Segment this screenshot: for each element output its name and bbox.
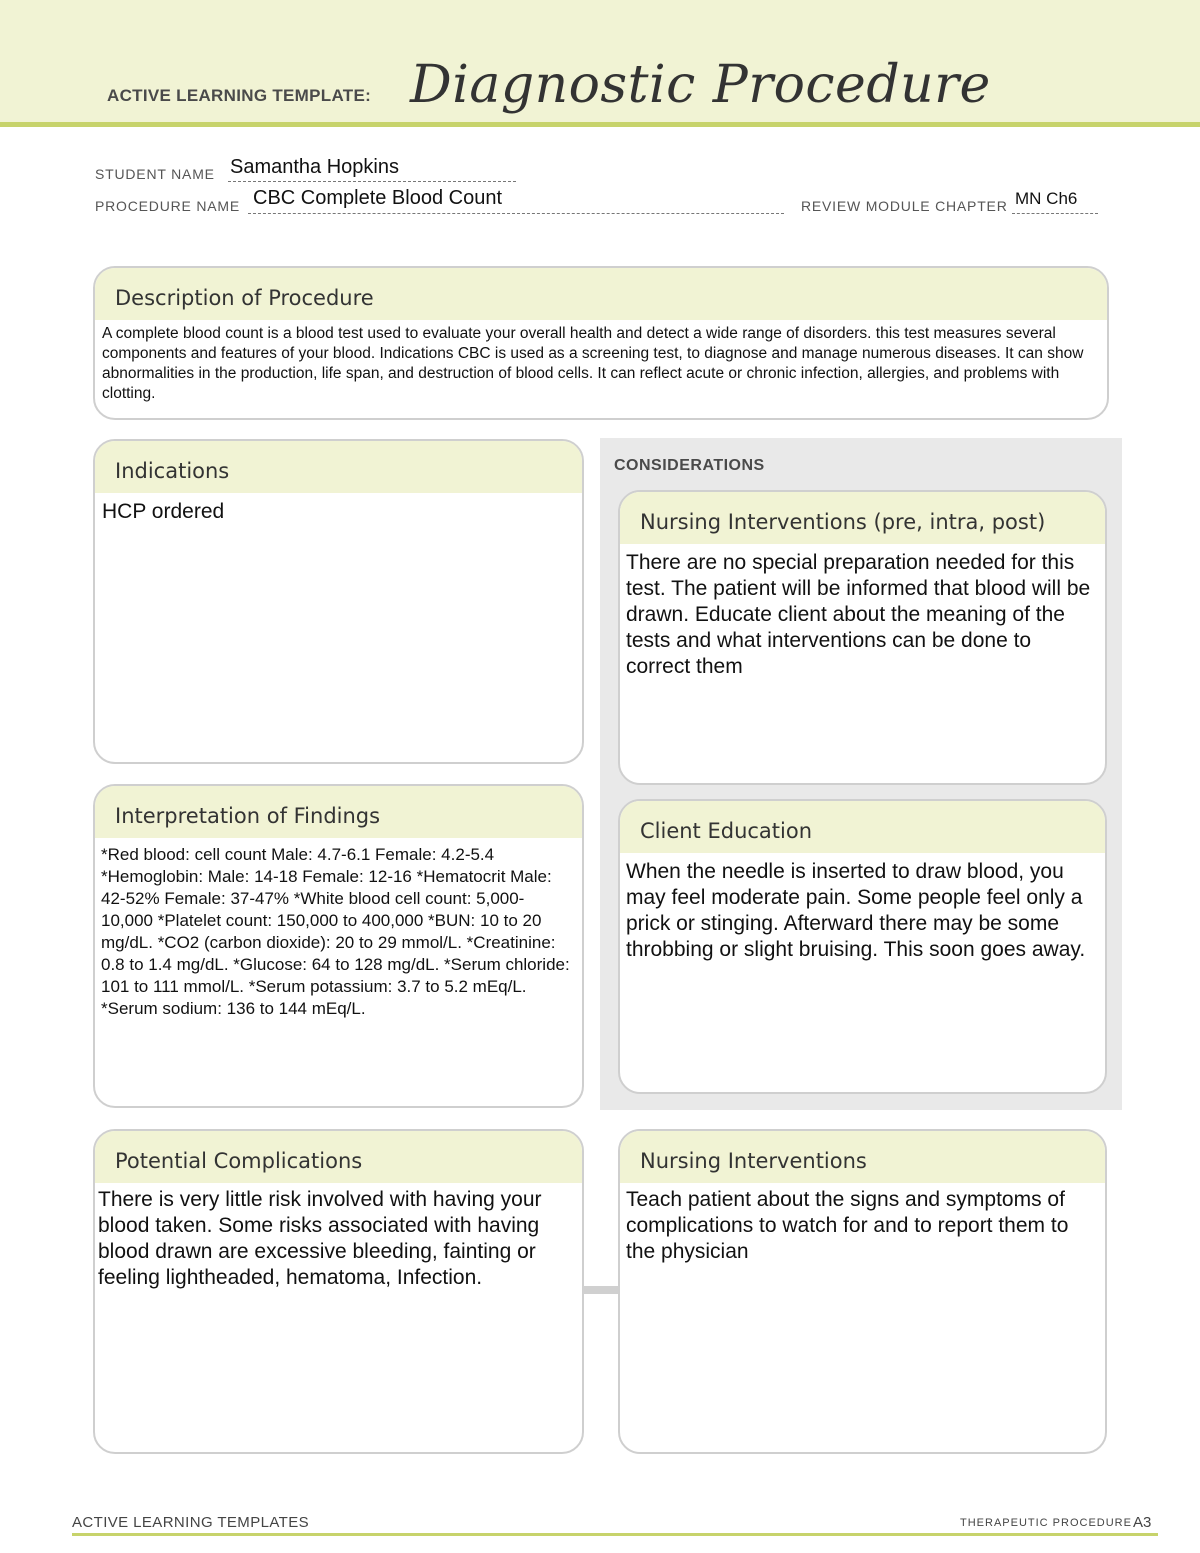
complications-box (93, 1129, 584, 1454)
indications-text[interactable]: HCP ordered (102, 500, 225, 523)
template-title: Diagnostic Procedure (410, 55, 991, 115)
description-box (93, 266, 1109, 420)
footer-left-label: ACTIVE LEARNING TEMPLATES (72, 1514, 309, 1531)
header-rule (0, 122, 1200, 127)
footer-rule (72, 1533, 1158, 1536)
template-label: ACTIVE LEARNING TEMPLATE: (107, 86, 372, 105)
nursing-interventions-box (618, 1129, 1107, 1454)
nursing-pre-title: Nursing Interventions (pre, intra, post) (620, 492, 1105, 544)
nursing-pre-box (618, 490, 1107, 785)
client-education-text[interactable]: When the needle is inserted to draw blood, you may feel moderate pain. Some people feel only a prick or stinging. Afterward there may be some throbbing or slight bruising. This soon goes away. (626, 860, 1086, 961)
description-text[interactable]: A complete blood count is a blood test used to evaluate your overall health and detect a wide range of disorders. this test measures several components and features of your blood. Indications CBC is used as a screening test, to diagnose and manage numerous diseases. It can show abnormalities in the production, life span, and destruction of blood cells. It can reflect acute or chronic infection, allergies, and problems with clotting. (102, 325, 1084, 402)
indications-box (93, 439, 584, 764)
nursing-pre-text[interactable]: There are no special preparation needed for this test. The patient will be informed that blood will be drawn. Educate client about the meaning of the tests and what interventions can be done to correct them (626, 551, 1091, 678)
review-module-label: REVIEW MODULE CHAPTER (801, 198, 1008, 214)
student-name-label: STUDENT NAME (95, 166, 215, 182)
client-education-title: Client Education (620, 801, 1105, 853)
interpretation-box (93, 784, 584, 1108)
footer-page-number: A3 (1133, 1514, 1152, 1531)
nursing-interventions-title: Nursing Interventions (620, 1131, 1105, 1183)
client-education-box (618, 799, 1107, 1094)
interpretation-text[interactable]: *Red blood: cell count Male: 4.7-6.1 Female: 4.2-5.4 *Hemoglobin: Male: 14-18 Female: 12-16 *Hematocrit Male: 42-52% Female: 37-47% *White blood cell count: 5,000-10,000 *Platelet count: 150,000 to 400,000 *BUN: 10 to 20 mg/dL. *CO2 (carbon dioxide): 20 to 29 mmol/L. *Creatinine: 0.8 to 1.4 mg/dL. *Glucose: 64 to 128 mg/dL. *Serum chloride: 101 to 111 mmol/L. *Serum potassium: 3.7 to 5.2 mEq/L. *Serum sodium: 136 to 144 mEq/L. (101, 845, 570, 1018)
procedure-name-label: PROCEDURE NAME (95, 198, 240, 214)
considerations-label: CONSIDERATIONS (614, 457, 765, 474)
procedure-name-field[interactable]: CBC Complete Blood Count (253, 187, 503, 209)
review-module-line (1012, 213, 1098, 214)
interpretation-title: Interpretation of Findings (95, 786, 582, 838)
connector-bar (583, 1286, 621, 1294)
student-name-line (228, 181, 516, 182)
complications-title: Potential Complications (95, 1131, 582, 1183)
description-title: Description of Procedure (95, 268, 1107, 320)
review-module-field[interactable]: MN Ch6 (1015, 189, 1078, 208)
nursing-interventions-text[interactable]: Teach patient about the signs and symptoms of complications to watch for and to report them to the physician (626, 1188, 1069, 1263)
indications-title: Indications (95, 441, 582, 493)
footer-right-label: THERAPEUTIC PROCEDURE (960, 1517, 1132, 1529)
student-name-field[interactable]: Samantha Hopkins (230, 156, 399, 178)
complications-text[interactable]: There is very little risk involved with having your blood taken. Some risks associated with having blood drawn are excessive bleeding, fainting or feeling lightheaded, hematoma, Infection. (98, 1188, 542, 1289)
procedure-name-line (248, 213, 784, 214)
